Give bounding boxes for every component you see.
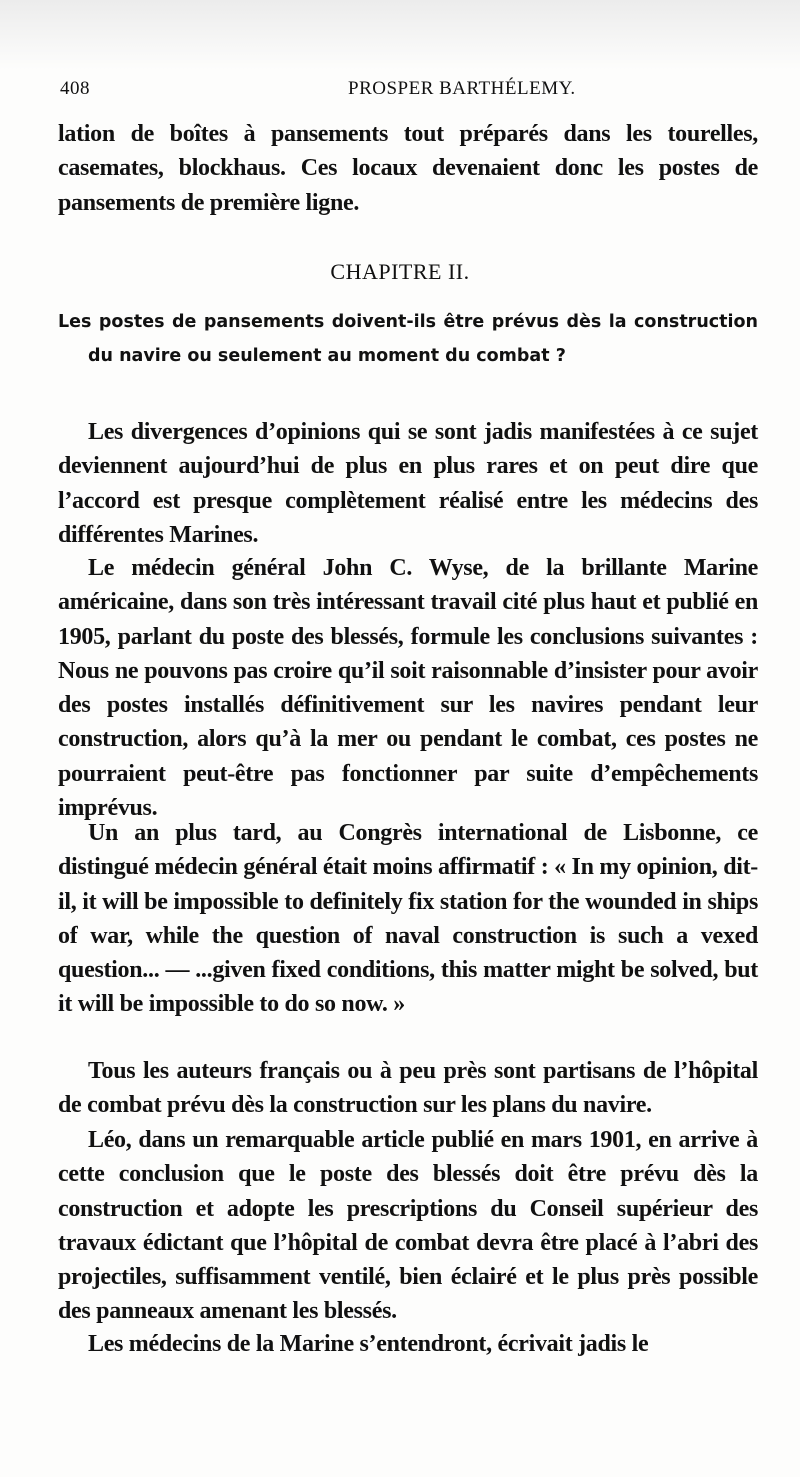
chapter-title: CHAPITRE II.: [330, 259, 470, 284]
chapter-subtitle: Les postes de pansements doivent-ils être prévus dès la construction du navire ou seulement au moment du combat ?: [58, 312, 758, 366]
scan-edge: [0, 0, 800, 70]
running-title: PROSPER BARTHÉLEMY.: [348, 78, 576, 99]
page-number: 408: [60, 78, 90, 99]
paragraph: Les médecins de la Marine s’entendront, écrivait jadis le: [88, 1331, 649, 1357]
paragraph-continued: lation de boîtes à pansements tout préparés dans les tourelles, casemates, blockhaus. Ces locaux devenaient donc les postes de pansements de première ligne.: [58, 121, 758, 216]
running-head: [60, 78, 750, 102]
paragraph: Léo, dans un remarquable article publié en mars 1901, en arrive à cette conclusion que le poste des blessés doit être prévu dès la construction et adopte les prescriptions du Conseil supérieur des travaux édictant que l’hôpital de combat devra être placé à l’abri des projectiles, suffisamment ventilé, bien éclairé et le plus près possible des panneaux amenant les blessés.: [58, 1127, 758, 1325]
paragraph: Le médecin général John C. Wyse, de la brillante Marine américaine, dans son très intéressant travail cité plus haut et publié en 1905, parlant du poste des blessés, formule les conclusions suivantes : Nous ne pouvons pas croire qu’il soit raisonnable d’insister pour avoir des postes installés définitivement sur les navires pendant leur construction, alors qu’à la mer ou pendant le combat, ces postes ne pourraient peut-être pas fonctionner par suite d’empêchements imprévus.: [58, 555, 758, 822]
paragraph: Un an plus tard, au Congrès international de Lisbonne, ce distingué médecin général était moins affirmatif : « In my opinion, dit-il, it will be impossible to definitely fix station for the wounded in ships of war, while the question of naval construction is such a vexed question... — ...given fixed conditions, this matter might be solved, but it will be impossible to do so now. »: [58, 820, 758, 1018]
paragraph: Les divergences d’opinions qui se sont jadis manifestées à ce sujet deviennent aujourd’hui de plus en plus rares et on peut dire que l’accord est presque complètement réalisé entre les médecins des différentes Marines.: [58, 419, 758, 548]
paragraph: Tous les auteurs français ou à peu près sont partisans de l’hôpital de combat prévu dès la construction sur les plans du navire.: [58, 1058, 758, 1119]
